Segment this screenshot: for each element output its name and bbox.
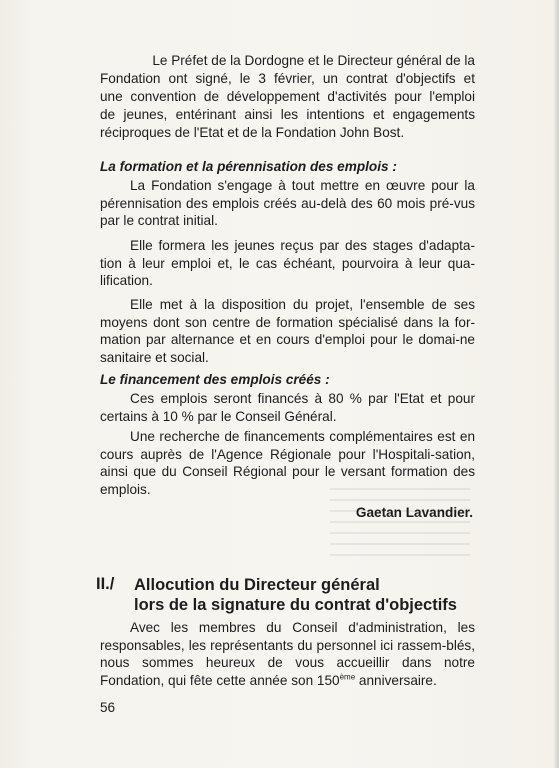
section2-text-end: anniversaire. <box>355 672 437 688</box>
section2-text: Avec les membres du Conseil d'administration, les responsables, les représentants du personnel ici rassem-blés, nous sommes heureux de vous accueillir dans notre Fondation, qui fête cette année son 150 <box>100 620 475 688</box>
financement-paragraph-2: Une recherche de financements complémentaires est en cours auprès de l'Agence Régionale pour l'Hospitali-sation, ainsi que du Conseil Régional pour le versant formation des emplois. <box>100 429 475 497</box>
section-title-line-1: Allocution du Directeur général <box>134 576 380 594</box>
signature: Gaetan Lavandier. <box>355 505 473 520</box>
intro-line: de jeunes, entérinant ainsi les intentions et engagements <box>100 107 475 122</box>
section-title-line-2: lors de la signature du contrat d'objectifs <box>134 596 457 614</box>
ordinal-superscript: ème <box>339 672 356 682</box>
formation-paragraph-3: Elle met à la disposition du projet, l'ensemble de ses moyens dont son centre de formation spécialisé dans la for-mation par alternance et en cours d'emploi pour le domai-ne sanitaire et social. <box>100 297 475 365</box>
page-number: 56 <box>100 700 116 715</box>
section2-paragraph <box>100 619 475 689</box>
intro-line: Le Préfet de la Dordogne et le Directeur général de la <box>152 53 475 68</box>
intro-line: une convention de développement d'activités pour l'emploi <box>100 89 475 104</box>
section-heading-financement: Le financement des emplois créés : <box>100 372 330 387</box>
formation-paragraph-1: La Fondation s'engage à tout mettre en œuvre pour la pérennisation des emplois créés au-delà des 60 mois pré-vus par le contrat initial. <box>100 178 475 229</box>
bleed-through-text <box>330 488 470 566</box>
page-edge-shadow <box>553 0 559 768</box>
intro-line: réciproques de l'Etat et de la Fondation John Bost. <box>100 125 405 140</box>
section-heading-formation: La formation et la pérennisation des emplois : <box>100 159 397 174</box>
formation-paragraph-2: Elle formera les jeunes reçus par des stages d'adapta-tion à leur emploi et, le cas échéant, pourvoira à leur qua-lification. <box>100 238 475 289</box>
financement-paragraph-1: Ces emplois seront financés à 80 % par l'Etat et pour certains à 10 % par le Conseil Général. <box>100 391 475 424</box>
intro-line: Fondation ont signé, le 3 février, un contrat d'objectifs et <box>100 71 475 86</box>
section-number: II./ <box>96 575 115 593</box>
